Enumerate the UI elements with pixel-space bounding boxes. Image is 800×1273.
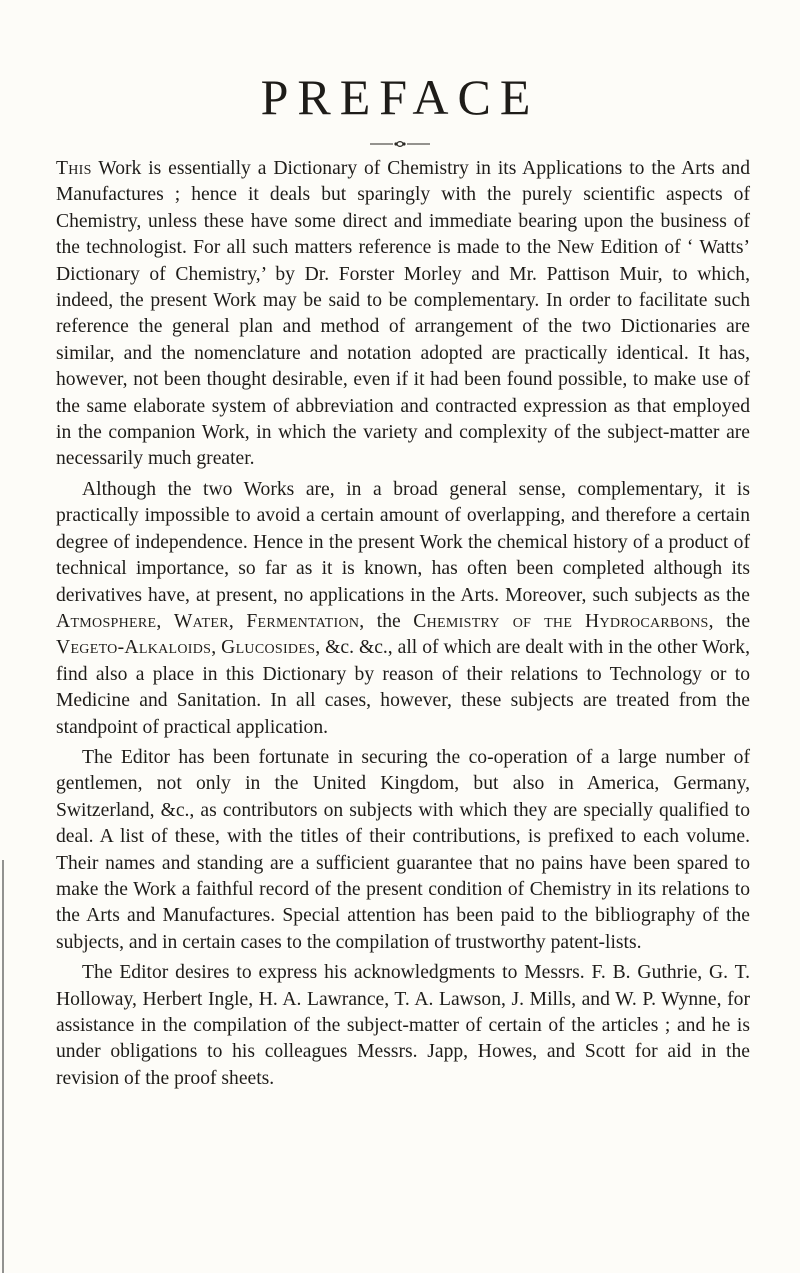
subject-vegeto-alkaloids: Vegeto-Alkaloids [56, 637, 212, 659]
paragraph-1 [56, 156, 750, 473]
paragraph-3: The Editor has been fortunate in securing the co-operation of a large number of gentlemen, not only in the United Kingdom, but also in America, Germany, Switzerland, &c., as contributors on subjects with which they are specially qualified to deal. A list of these, with the titles of their contributions, is prefixed to each volume. Their names and standing are a sufficient guarantee that no pains have been spared to make the Work a faithful record of the present condition of Chemistry in its relations to the Arts and Manufactures. Special attention has been paid to the bibliography of the subjects, and in certain cases to the compilation of trustworthy patent-lists. [56, 746, 750, 953]
paragraph-2-text-a: Although the two Works are, in a broad general sense, complementary, it is practically impossible to avoid a certain amount of overlapping, and therefore a certain degree of independence. Hence in the present Work the chemical history of a product of technical importance, so far as it is known, has often been completed although its derivatives have, at present, no applications in the Arts. Moreover, such subjects as the [56, 478, 750, 606]
separator: , [156, 610, 174, 632]
paragraph-2-text-b: , &c. &c., all of which are dealt with in the other Work, find also a place in this Dictionary by reason of their relations to Technology or to Medicine and Sanitation. In all cases, however, these subjects are treated from the standpoint of practical application. [56, 637, 750, 738]
preface-body [56, 156, 750, 1096]
separator: , [211, 637, 222, 659]
separator: , the [359, 610, 414, 632]
page-edge-line [2, 860, 4, 1273]
paragraph-1-lead: This [56, 158, 92, 179]
separator: , [228, 610, 247, 632]
title-ornament [0, 134, 800, 144]
subject-hydrocarbons: Chemistry of the Hydrocarbons [413, 610, 709, 632]
subject-water: Water [173, 610, 229, 632]
ornament-rule-icon [368, 139, 432, 149]
paragraph-1-text: Work is essentially a Dictionary of Chemistry in its Applications to the Arts and Manufactures ; hence it deals but sparingly with the purely scientific aspects of Chemistry, unless these have some direct and immediate bearing upon the business of the technologist. For all such matters reference is made to the New Edition of ‘ Watts’ Dictionary of Chemistry,’ by Dr. Forster Morley and Mr. Pattison Muir, to which, indeed, the present Work may be said to be complementary. In order to facilitate such reference the general plan and method of arrangement of the two Dictionaries are similar, and the nomenclature and notation adopted are practically identical. It has, however, not been thought desirable, even if it had been found possible, to make use of the same elaborate system of abbreviation and contracted expression as that employed in the companion Work, in which the variety and complexity of the subject-matter are necessarily much greater. [56, 158, 750, 470]
separator: , the [708, 610, 751, 632]
paragraph-2 [56, 477, 750, 741]
subject-atmosphere: Atmosphere [56, 610, 157, 632]
page-title: PREFACE [260, 69, 540, 125]
paragraph-4: The Editor desires to express his acknowledgments to Messrs. F. B. Guthrie, G. T. Holloway, Herbert Ingle, H. A. Lawrance, T. A. Lawson, J. Mills, and W. P. Wynne, for assistance in the compilation of the subject-matter of certain of the articles ; and he is under obligations to his colleagues Messrs. Japp, Howes, and Scott for aid in the revision of the proof sheets. [56, 962, 750, 1089]
subject-glucosides: Glucosides [221, 637, 316, 659]
subject-fermentation: Fermentation [246, 610, 360, 632]
